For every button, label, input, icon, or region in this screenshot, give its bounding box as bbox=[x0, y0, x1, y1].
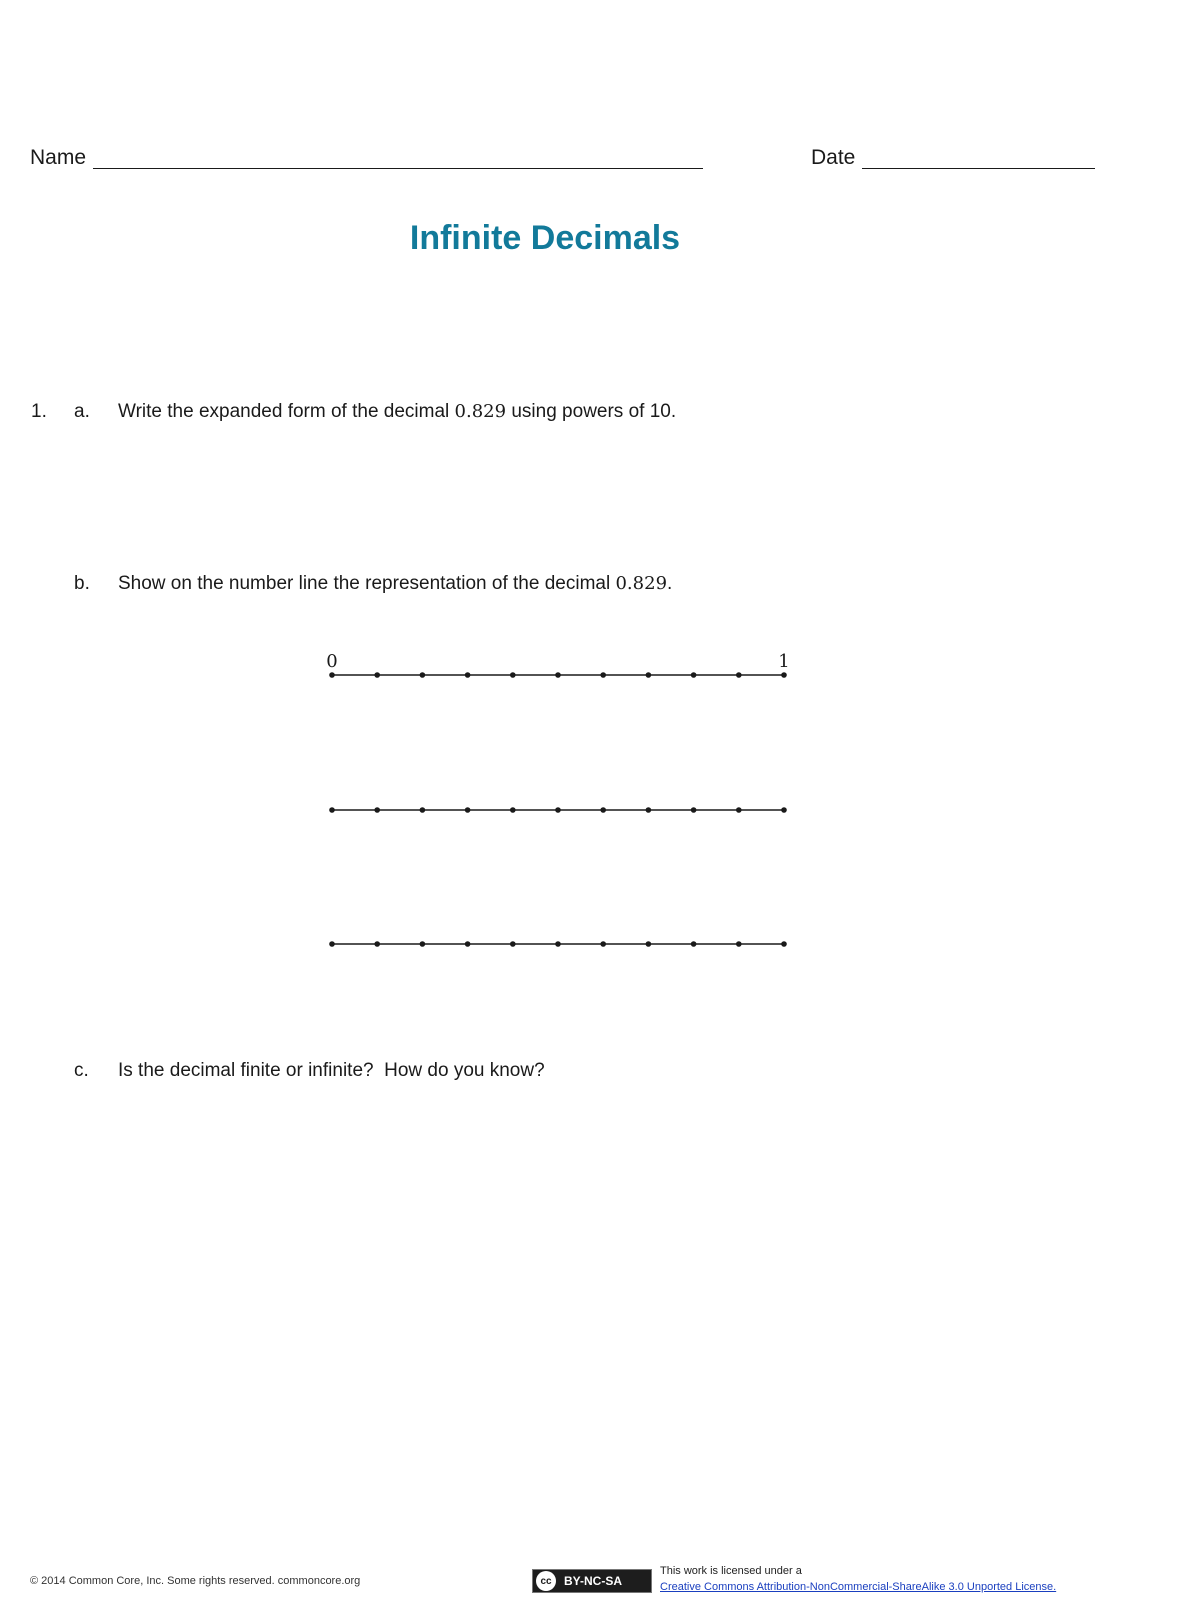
name-label: Name bbox=[30, 146, 87, 169]
tick-mark[interactable] bbox=[781, 807, 787, 813]
date-label: Date bbox=[811, 146, 856, 169]
tick-mark[interactable] bbox=[374, 941, 380, 947]
tick-mark[interactable] bbox=[600, 672, 606, 678]
tick-mark[interactable] bbox=[465, 672, 471, 678]
date-field-line[interactable] bbox=[862, 168, 1095, 169]
question-b-text bbox=[118, 573, 672, 595]
tick-mark[interactable] bbox=[374, 672, 380, 678]
tick-mark[interactable] bbox=[781, 941, 787, 947]
tick-mark[interactable] bbox=[646, 807, 652, 813]
tick-mark[interactable] bbox=[600, 941, 606, 947]
question-a-text-before: Write the expanded form of the decimal bbox=[118, 401, 455, 422]
tick-mark[interactable] bbox=[736, 941, 742, 947]
tick-mark[interactable] bbox=[691, 672, 697, 678]
question-number: 1. bbox=[31, 401, 47, 422]
tick-mark[interactable] bbox=[465, 807, 471, 813]
tick-mark[interactable] bbox=[510, 807, 516, 813]
question-letter-a: a. bbox=[74, 401, 90, 422]
tick-mark[interactable] bbox=[736, 807, 742, 813]
tick-mark[interactable] bbox=[374, 807, 380, 813]
tick-mark[interactable] bbox=[736, 672, 742, 678]
number-line-label-end: 1 bbox=[778, 651, 790, 672]
question-a-text-after: using powers of 10. bbox=[506, 401, 677, 422]
tick-mark[interactable] bbox=[646, 941, 652, 947]
tick-mark[interactable] bbox=[555, 941, 561, 947]
tick-mark[interactable] bbox=[691, 807, 697, 813]
tick-mark[interactable] bbox=[329, 807, 335, 813]
tick-mark[interactable] bbox=[555, 672, 561, 678]
tick-mark[interactable] bbox=[646, 672, 652, 678]
question-b-decimal: 0.829 bbox=[615, 573, 668, 594]
question-letter-c: c. bbox=[74, 1060, 89, 1081]
license-text: This work is licensed under a bbox=[660, 1565, 802, 1577]
question-c-text: Is the decimal finite or infinite? How do you know? bbox=[118, 1060, 545, 1081]
tick-mark[interactable] bbox=[781, 672, 787, 678]
question-a-text bbox=[118, 401, 676, 423]
question-b-text-after: . bbox=[667, 573, 673, 594]
tick-mark[interactable] bbox=[510, 941, 516, 947]
tick-mark[interactable] bbox=[600, 807, 606, 813]
license-link[interactable]: Creative Commons Attribution-NonCommercial-ShareAlike 3.0 Unported License. bbox=[660, 1581, 1057, 1593]
tick-mark[interactable] bbox=[691, 941, 697, 947]
tick-mark[interactable] bbox=[420, 941, 426, 947]
cc-badge-text: BY-NC-SA bbox=[564, 1574, 623, 1588]
question-b-text-before: Show on the number line the representation of the decimal bbox=[118, 573, 616, 594]
tick-mark[interactable] bbox=[420, 807, 426, 813]
creative-commons-icon: cc bbox=[536, 1571, 556, 1591]
tick-mark[interactable] bbox=[555, 807, 561, 813]
copyright-notice: © 2014 Common Core, Inc. Some rights reserved. commoncore.org bbox=[30, 1575, 361, 1587]
number-line-label-start: 0 bbox=[326, 651, 338, 672]
tick-mark[interactable] bbox=[329, 672, 335, 678]
tick-mark[interactable] bbox=[420, 672, 426, 678]
question-letter-b: b. bbox=[74, 573, 90, 594]
tick-mark[interactable] bbox=[510, 672, 516, 678]
tick-mark[interactable] bbox=[465, 941, 471, 947]
cc-license-badge[interactable] bbox=[532, 1569, 652, 1593]
page-title: Infinite Decimals bbox=[409, 219, 681, 257]
name-field-line[interactable] bbox=[93, 168, 703, 169]
tick-mark[interactable] bbox=[329, 941, 335, 947]
question-a-decimal: 0.829 bbox=[454, 401, 507, 422]
